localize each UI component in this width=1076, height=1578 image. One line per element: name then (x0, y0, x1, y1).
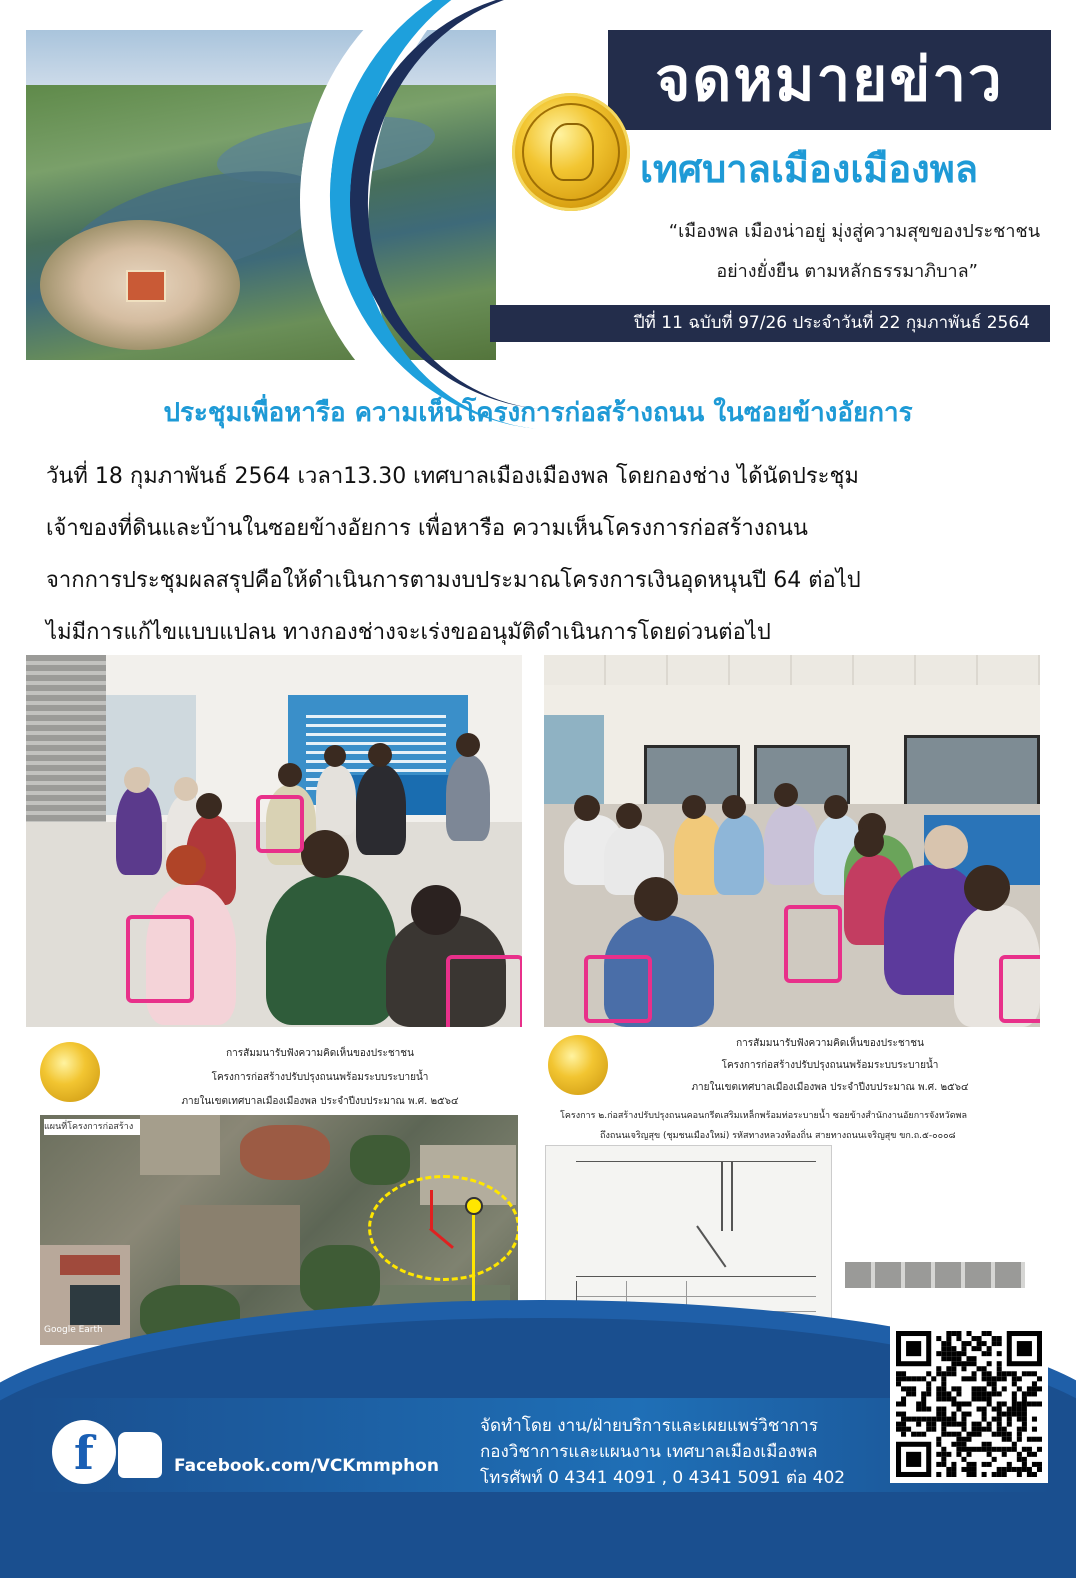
slogan-line-2: อย่างยั่งยืน ตามหลักธรรมาภิบาล” (716, 261, 978, 282)
doc-seal-icon (40, 1042, 100, 1102)
municipal-seal-icon (512, 93, 630, 211)
credit-line-1: จัดทำโดย งาน/ฝ่ายบริการและเผยแพร่วิชาการ (480, 1416, 818, 1436)
doc-right-line-1: การสัมมนารับฟังความคิดเห็นของประชาชน (736, 1038, 924, 1049)
map-legend: แผนที่โครงการก่อสร้าง (44, 1119, 164, 1135)
article-headline: ประชุมเพื่อหารือ ความเห็นโครงการก่อสร้างถนน ในซอยข้างอัยการ (163, 398, 913, 428)
doc-right-line-3: ภายในเขตเทศบาลเมืองเมืองพล ประจำปีงบประมาณ พ.ศ. ๒๕๖๔ (691, 1082, 969, 1093)
thumbs-up-icon (118, 1432, 162, 1478)
slogan-line-1: “เมืองพล เมืองน่าอยู่ มุ่งสู่ความสุขของประชาชน (668, 221, 1040, 242)
doc-right-line-2: โครงการก่อสร้างปรับปรุงถนนพร้อมระบบระบายน้ำ (721, 1060, 939, 1071)
google-earth-badge: Google Earth (44, 1325, 103, 1335)
article-line: วันที่ 18 กุมภาพันธ์ 2564 เวลา13.30 เทศบาลเมืองเมืองพล โดยกองช่าง ได้นัดประชุม (46, 464, 859, 489)
article-line: จากการประชุมผลสรุปคือให้ดำเนินการตามงบประมาณโครงการเงินอุดหนุนปี 64 ต่อไป (46, 568, 861, 593)
credit-line-3: โทรศัพท์ 0 4341 4091 , 0 4341 5091 ต่อ 402 (480, 1468, 846, 1488)
facebook-link[interactable]: Facebook.com/VCKmmphon (174, 1456, 439, 1476)
doc-right-line-5: ถึงถนนเจริญสุข (ชุมชนเมืองใหม่) รหัสทางหลวงท้องถิ่น สายทางถนนเจริญสุข ขก.ถ.๕-๐๐๐๘ (600, 1131, 956, 1141)
newsletter-title: จดหมายข่าว (655, 45, 1004, 115)
article-line: เจ้าของที่ดินและบ้านในซอยข้างอัยการ เพื่อหารือ ความเห็นโครงการก่อสร้างถนน (46, 516, 808, 541)
doc-right-line-4: โครงการ ๒.ก่อสร้างปรับปรุงถนนคอนกรีตเสริมเหล็กพร้อมท่อระบายน้ำ ซอยข้างสำนักงานอัยการจังหวัดพล (560, 1111, 967, 1121)
article-line: ไม่มีการแก้ไขแบบแปลน ทางกองช่างจะเร่งขออนุมัติดำเนินการโดยด่วนต่อไป (46, 620, 771, 645)
credit-line-2: กองวิชาการและแผนงาน เทศบาลเมืองเมืองพล (480, 1442, 818, 1462)
doc-left-line-2: โครงการก่อสร้างปรับปรุงถนนพร้อมระบบระบายน้ำ (211, 1072, 429, 1083)
drain-pipes-photo (845, 1262, 1025, 1288)
qr-code-icon[interactable] (890, 1325, 1048, 1483)
meeting-photo-right (544, 655, 1040, 1027)
issue-info: ปีที่ 11 ฉบับที่ 97/26 ประจำวันที่ 22 กุมภาพันธ์ 2564 (633, 313, 1030, 333)
municipality-name: เทศบาลเมืองเมืองพล (640, 147, 979, 191)
facebook-icon[interactable]: f (52, 1420, 116, 1484)
doc-left-line-1: การสัมมนารับฟังความคิดเห็นของประชาชน (226, 1048, 414, 1059)
doc-left-line-3: ภายในเขตเทศบาลเมืองเมืองพล ประจำปีงบประมาณ พ.ศ. ๒๕๖๔ (181, 1096, 459, 1107)
doc-seal-icon (548, 1035, 608, 1095)
meeting-photo-left (26, 655, 522, 1027)
